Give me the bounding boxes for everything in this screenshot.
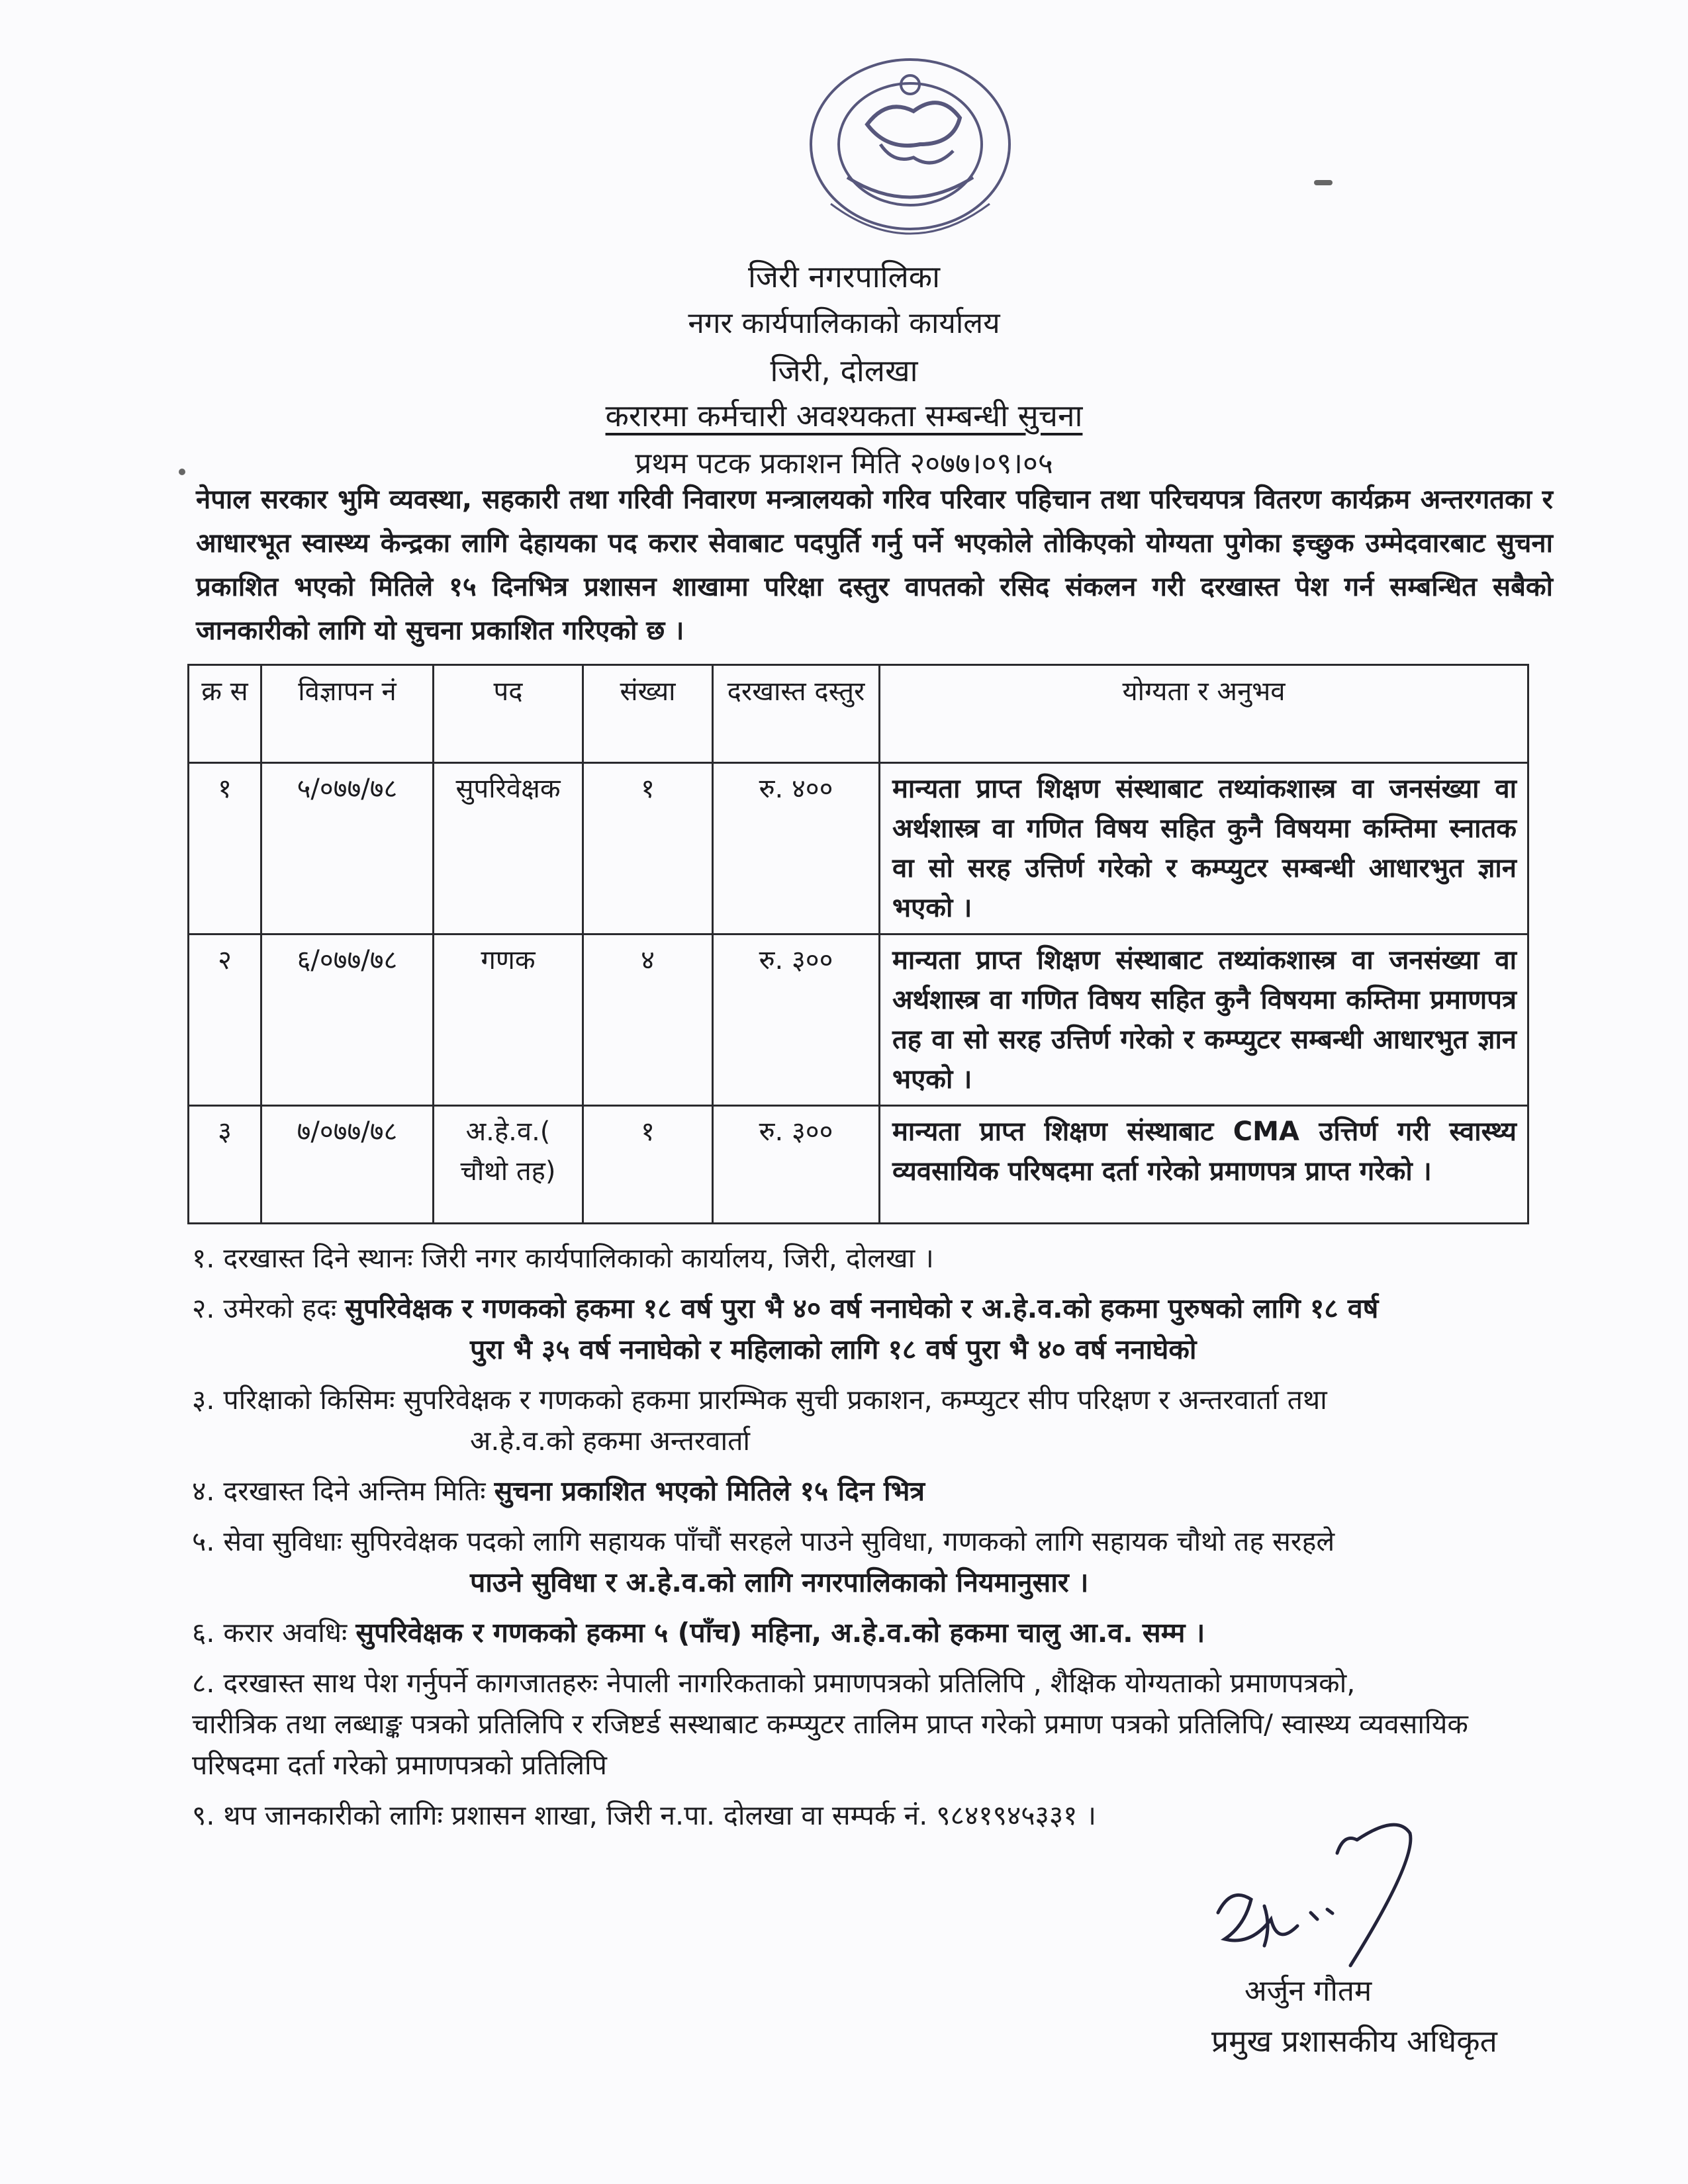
header-sn: क्र स <box>189 665 261 763</box>
table-row <box>189 934 1528 1106</box>
cell-advert: ५/०७७/७८ <box>261 763 434 934</box>
municipal-seal-icon <box>768 45 1053 290</box>
item-label: दरखास्त दिने स्थानः <box>223 1242 422 1274</box>
cell-sn: २ <box>189 934 261 1106</box>
cell-count: १ <box>583 763 713 934</box>
office-location: जिरी, दोलखा <box>770 353 918 388</box>
item-continuation: चारीत्रिक तथा लब्धाङ्क पत्रको प्रतिलिपि र रजिष्टर्ड सस्थाबाट कम्प्युटर तालिम प्राप्त गरेको प्रमाण पत्रको प्रतिलिपि/ स्वास्थ्य व्यवसायिक परिषदमा दर्ता गरेको प्रमाणपत्रको प्रतिलिपि <box>192 1708 1468 1781</box>
item-label: दरखास्त साथ पेश गर्नुपर्ने कागजातहरुः <box>223 1667 607 1699</box>
vacancy-table <box>187 664 1529 1224</box>
list-item <box>192 1521 1562 1603</box>
item-text: सुपरिवेक्षक र गणकको हकमा प्रारम्भिक सुची प्रकाशन, कम्प्युटर सीप परिक्षण र अन्तरवार्ता तथा <box>403 1384 1327 1416</box>
item-number: ५. <box>192 1525 224 1557</box>
cell-post: सुपरिवेक्षक <box>434 763 583 934</box>
cell-qual: मान्यता प्राप्त शिक्षण संस्थाबाट CMA उत्तिर्ण गरी स्वास्थ्य व्यवसायिक परिषदमा दर्ता गरेको प्रमाणपत्र प्राप्त गरेको । <box>880 1106 1528 1224</box>
list-item <box>192 1379 1562 1461</box>
header-qual: योग्यता र अनुभव <box>880 665 1528 763</box>
list-item <box>192 1471 1562 1512</box>
table-header-row <box>189 665 1528 763</box>
item-label: दरखास्त दिने अन्तिम मितिः <box>223 1475 494 1507</box>
table-row <box>189 763 1528 934</box>
list-item <box>192 1662 1562 1786</box>
cell-fee: रु. ३०० <box>713 1106 880 1224</box>
cell-post: गणक <box>434 934 583 1106</box>
item-number: ८. <box>192 1667 224 1699</box>
header-post: पद <box>434 665 583 763</box>
scan-speck <box>179 469 185 475</box>
item-label: थप जानकारीको लागिः <box>223 1799 451 1831</box>
header-count: संख्या <box>583 665 713 763</box>
office-subtitle: नगर कार्यपालिकाको कार्यालय <box>688 306 1000 340</box>
item-number: ३. <box>192 1384 224 1416</box>
item-continuation: पुरा भै ३५ वर्ष ननाघेको र महिलाको लागि १८ वर्ष पुरा भै ४० वर्ष ननाघेको <box>470 1334 1197 1365</box>
intro-paragraph: नेपाल सरकार भुमि व्यवस्था, सहकारी तथा गरिवी निवारण मन्त्रालयको गरिव परिवार पहिचान तथा परिचयपत्र वितरण कार्यक्रम अन्तरगतका र आधारभूत स्वास्थ्य केन्द्रका लागि देहायका पद करार सेवाबाट पदपुर्ति गर्नु पर्ने भएकोले तोकिएको योग्यता पुगेका इच्छुक उम्मेदवारबाट सुचना प्रकाशित भएको मितिले १५ दिनभित्र प्रशासन शाखामा परिक्षा दस्तुर वापतको रसिद संकलन गरी दरखास्त पेश गर्न सम्बन्धित सबैको जानकारीको लागि यो सुचना प्रकाशित गरिएको छ । <box>196 484 1553 646</box>
publish-date: प्रथम पटक प्रकाशन मिति २०७७।०९।०५ <box>635 447 1053 480</box>
item-text: सुपरिवेक्षक र गणकको हकमा ५ (पाँच) महिना, अ.हे.व.को हकमा चालु आ.व. सम्म । <box>355 1617 1205 1649</box>
cell-count: १ <box>583 1106 713 1224</box>
signature-icon <box>1178 1813 1456 1985</box>
cell-advert: ६/०७७/७८ <box>261 934 434 1106</box>
item-label: सेवा सुविधाः <box>223 1525 351 1557</box>
header-advert: विज्ञापन नं <box>261 665 434 763</box>
cell-advert: ७/०७७/७८ <box>261 1106 434 1224</box>
signatory-name: अर्जुन गौतम <box>1244 1974 1372 2008</box>
cell-qual: मान्यता प्राप्त शिक्षण संस्थाबाट तथ्यांकशास्त्र वा जनसंख्या वा अर्थशास्त्र वा गणित विषय सहित कुनै विषयमा कम्तिमा प्रमाणपत्र तह वा सो सरह उत्तिर्ण गरेको र कम्प्युटर सम्बन्धी आधारभुत ज्ञान भएको । <box>880 934 1528 1106</box>
item-number: ६. <box>192 1617 224 1649</box>
item-number: १. <box>192 1242 224 1274</box>
item-text: सुचना प्रकाशित भएको मितिले १५ दिन भित्र <box>494 1475 925 1507</box>
item-text: सुपिरवेक्षक पदको लागि सहायक पाँचौं सरहले पाउने सुविधा, गणकको लागि सहायक चौथो तह सरहले <box>350 1525 1335 1557</box>
item-text: जिरी नगर कार्यपालिकाको कार्यालय, जिरी, दोलखा । <box>421 1242 934 1274</box>
list-item <box>192 1238 1562 1279</box>
cell-fee: रु. ४०० <box>713 763 880 934</box>
signatory-post: प्रमुख प्रशासकीय अधिकृत <box>1211 2023 1497 2059</box>
item-text: नेपाली नागरिकताको प्रमाणपत्रको प्रतिलिपि , शैक्षिक योग्यताको प्रमाणपत्रको, <box>606 1667 1356 1699</box>
item-text: प्रशासन शाखा, जिरी न.पा. दोलखा वा सम्पर्क नं. ९८४१९४५३३१ । <box>451 1799 1097 1831</box>
cell-sn: ३ <box>189 1106 261 1224</box>
conditions-list <box>192 1238 1562 1845</box>
item-label: परिक्षाको किसिमः <box>223 1384 404 1416</box>
item-number: ९. <box>192 1799 224 1831</box>
cell-fee: रु. ३०० <box>713 934 880 1106</box>
cell-sn: १ <box>189 763 261 934</box>
notice-title: करारमा कर्मचारी अवश्यकता सम्बन्धी सुचना <box>605 398 1083 433</box>
item-label: करार अवधिः <box>223 1617 356 1649</box>
list-item <box>192 1288 1562 1370</box>
item-text: सुपरिवेक्षक र गणकको हकमा १८ वर्ष पुरा भै ४० वर्ष ननाघेको र अ.हे.व.को हकमा पुरुषको लागि १८ वर्ष <box>345 1293 1379 1324</box>
item-continuation: पाउने सुविधा र अ.हे.व.को लागि नगरपालिकाको नियमानुसार । <box>470 1567 1089 1598</box>
cell-count: ४ <box>583 934 713 1106</box>
item-number: ४. <box>192 1475 224 1507</box>
office-name: जिरी नगरपालिका <box>747 259 941 295</box>
cell-qual: मान्यता प्राप्त शिक्षण संस्थाबाट तथ्यांकशास्त्र वा जनसंख्या वा अर्थशास्त्र वा गणित विषय सहित कुनै विषयमा कम्तिमा स्नातक वा सो सरह उत्तिर्ण गरेको र कम्प्युटर सम्बन्धी आधारभुत ज्ञान भएको । <box>880 763 1528 934</box>
item-number: २. <box>192 1293 224 1324</box>
cell-post: अ.हे.व.( चौथो तह) <box>434 1106 583 1224</box>
notice-title-wrap <box>0 394 1688 435</box>
list-item <box>192 1612 1562 1653</box>
item-label: उमेरको हदः <box>223 1293 346 1324</box>
item-continuation: अ.हे.व.को हकमा अन्तरवार्ता <box>470 1425 751 1457</box>
header-fee: दरखास्त दस्तुर <box>713 665 880 763</box>
table-row <box>189 1106 1528 1224</box>
scan-speck <box>1314 180 1333 185</box>
